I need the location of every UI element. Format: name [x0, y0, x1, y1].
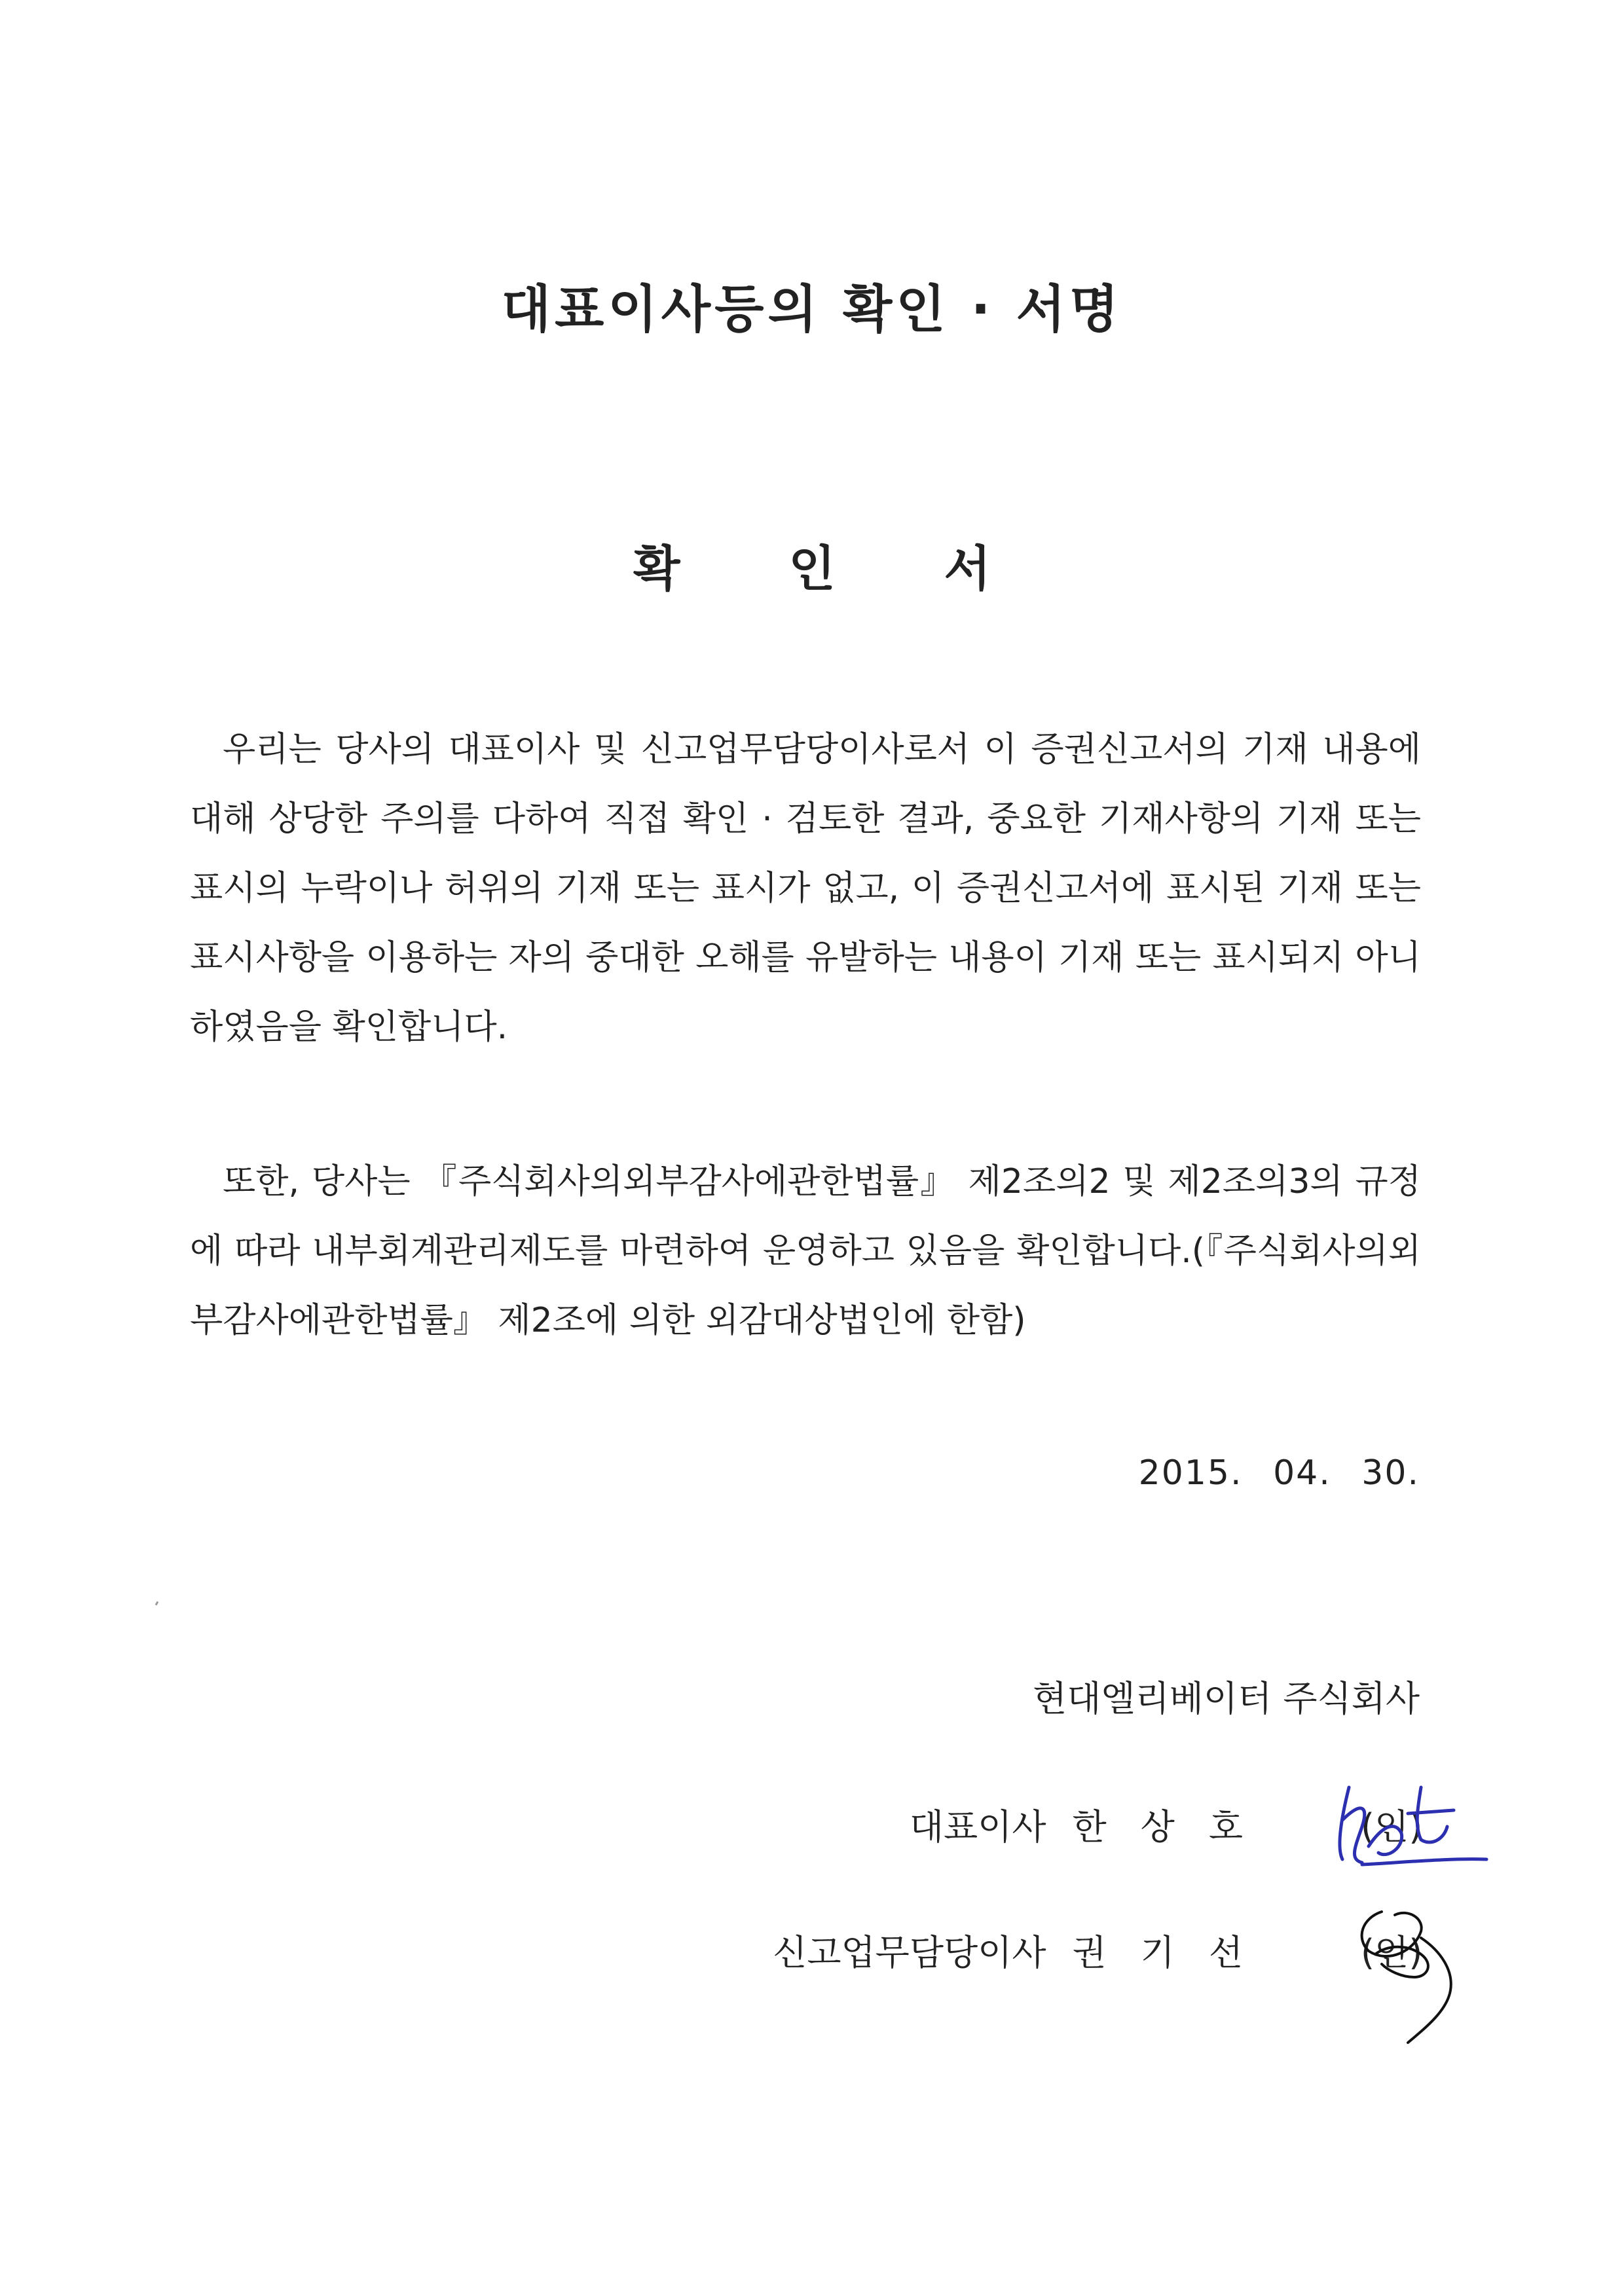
confirmation-paragraph-1	[190, 715, 1421, 1062]
signatory-role: 신고업무담당이사	[773, 1932, 1046, 1973]
signatory-name: 권기선	[1072, 1932, 1277, 1973]
signatory-role: 대표이사	[909, 1806, 1046, 1848]
document-title: 대표이사등의 확인 · 서명	[501, 280, 1123, 339]
paragraph-2-text: 또한, 당사는 『주식회사의외부감사에관한법률』 제2조의2 및 제2조의3의 규정에 따라 내부회계관리제도를 마련하여 운영하고 있음을 확인합니다.(『주식회사의외부감사에관한법률』 제2조에 의한 외감대상법인에 한함)	[190, 1162, 1421, 1340]
scan-speck	[155, 1601, 159, 1606]
confirmation-paragraph-2	[190, 1147, 1421, 1355]
seal-mark: (인)	[1361, 1932, 1423, 1973]
document-subtitle: 확 인 서	[633, 541, 1037, 597]
director-signature-icon	[1342, 1892, 1473, 2049]
signatory-ceo	[910, 1799, 1277, 1850]
signatory-name: 한상호	[1072, 1806, 1277, 1848]
paragraph-1-text: 우리는 당사의 대표이사 및 신고업무담당이사로서 이 증권신고서의 기재 내용에 대해 상당한 주의를 다하여 직접 확인 · 검토한 결과, 중요한 기재사항의 기재 또는 표시의 누락이나 허위의 기재 또는 표시가 없고, 이 증권신고서에 표시된 기재 또는 표시사항을 이용하는 자의 중대한 오해를 유발하는 내용이 기재 또는 표시되지 아니하였음을 확인합니다.	[190, 730, 1421, 1047]
seal-mark: (인)	[1361, 1806, 1423, 1848]
company-name: 현대엘리베이터 주식회사	[1033, 1678, 1420, 1719]
document-date: 2015. 04. 30.	[1138, 1453, 1420, 1493]
signatory-disclosure-director	[773, 1925, 1277, 1975]
ceo-signature-icon	[1323, 1748, 1493, 1879]
